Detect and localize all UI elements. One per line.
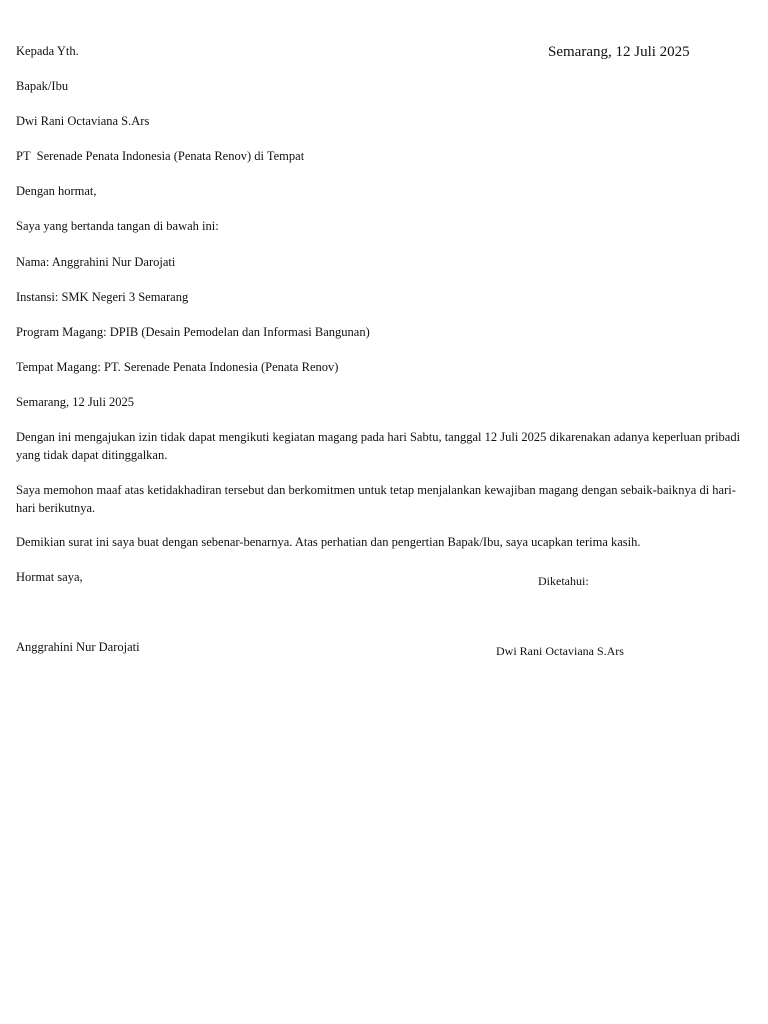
closing-left-label: Hormat saya,	[16, 570, 83, 584]
recipient-company: PT Serenade Penata Indonesia (Penata Renov) di Tempat	[16, 149, 305, 163]
body-paragraph-1: Dengan ini mengajukan izin tidak dapat mengikuti kegiatan magang pada hari Sabtu, tanggal 12 Juli 2025 dikarenakan adanya keperluan pribadi yang tidak dapat ditinggalkan.	[16, 430, 741, 462]
body-paragraph-2: Saya memohon maaf atas ketidakhadiran tersebut dan berkomitmen untuk tetap menjalankan kewajiban magang dengan sebaik-baiknya di hari-hari berikutnya.	[16, 483, 736, 515]
recipient-name: Dwi Rani Octaviana S.Ars	[16, 114, 150, 128]
signature-left-name: Anggrahini Nur Darojati	[16, 640, 140, 654]
greeting: Dengan hormat,	[16, 184, 97, 198]
body-paragraph-3: Demikian surat ini saya buat dengan sebenar-benarnya. Atas perhatian dan pengertian Bapak/Ibu, saya ucapkan terima kasih.	[16, 535, 641, 549]
recipient-salutation: Kepada Yth.	[16, 44, 79, 58]
closing-right-label: Diketahui:	[538, 574, 589, 588]
recipient-title: Bapak/Ibu	[16, 79, 69, 93]
signature-right-name: Dwi Rani Octaviana S.Ars	[496, 644, 624, 658]
inline-date: Semarang, 12 Juli 2025	[16, 395, 135, 409]
detail-tempat: Tempat Magang: PT. Serenade Penata Indonesia (Penata Renov)	[16, 360, 339, 374]
header-date: Semarang, 12 Juli 2025	[548, 44, 690, 60]
detail-instansi: Instansi: SMK Negeri 3 Semarang	[16, 290, 189, 304]
intro-line: Saya yang bertanda tangan di bawah ini:	[16, 219, 219, 233]
detail-program: Program Magang: DPIB (Desain Pemodelan dan Informasi Bangunan)	[16, 325, 370, 339]
detail-nama: Nama: Anggrahini Nur Darojati	[16, 255, 176, 269]
